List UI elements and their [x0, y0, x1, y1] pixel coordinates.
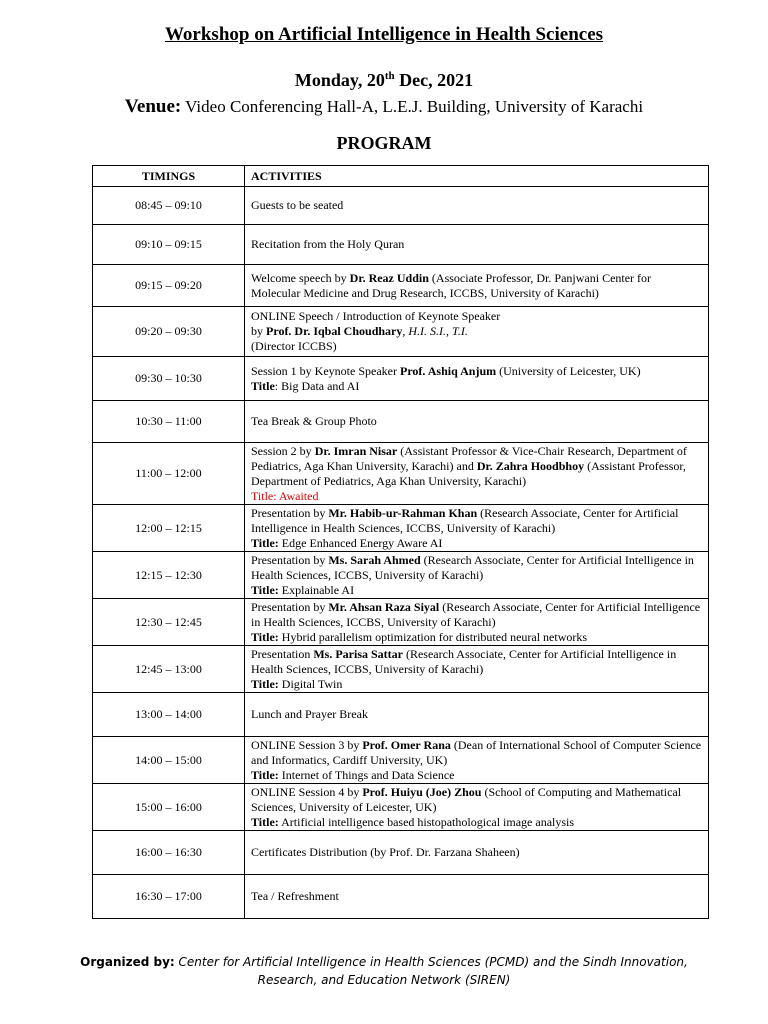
activity-text: Artificial intelligence based histopathological image analysis: [278, 814, 575, 829]
activity-text: Presentation by: [251, 505, 329, 520]
activity-text: Edge Enhanced Energy Aware AI: [278, 535, 443, 550]
activity-cell: [245, 401, 709, 443]
activity-text: ,: [402, 324, 409, 338]
activity-cell: [245, 646, 709, 693]
activity-bold-text: Dr. Reaz Uddin: [349, 270, 429, 285]
timing-cell: 10:30 – 11:00: [93, 401, 245, 443]
activity-text: Digital Twin: [278, 676, 343, 691]
activity-highlight-text: Title: Awaited: [251, 488, 319, 503]
activity-text: (Director ICCBS): [251, 339, 337, 353]
activity-text: Guests to be seated: [251, 198, 344, 212]
activity-cell: [245, 443, 709, 505]
activity-cell: [245, 831, 709, 875]
table-row: [93, 784, 709, 831]
timing-cell: 12:15 – 12:30: [93, 552, 245, 599]
timing-cell: 14:00 – 15:00: [93, 737, 245, 784]
activity-cell: [245, 599, 709, 646]
activity-text: (Associate Professor, Dr. Panjwani Center for Molecular Medicine and Drug Research, ICCBS, University of Karachi): [251, 270, 652, 300]
activity-text: Session 2 by: [251, 443, 315, 458]
activity-bold-text: Dr. Imran Nisar: [314, 443, 398, 458]
activity-text: (Research Associate, Center for Artificial Intelligence in Health Sciences, ICCBS, University of Karachi): [251, 552, 694, 582]
program-table: [92, 165, 709, 919]
timing-cell: 09:10 – 09:15: [93, 225, 245, 265]
event-date: [0, 70, 768, 91]
activity-bold-text: Prof. Dr. Iqbal Choudhary: [266, 324, 403, 338]
table-row: [93, 875, 709, 919]
activity-cell: [245, 875, 709, 919]
activity-bold-text: Prof. Huiyu (Joe) Zhou: [362, 784, 482, 799]
timing-cell: 09:30 – 10:30: [93, 357, 245, 401]
table-row: [93, 265, 709, 307]
table-row: [93, 599, 709, 646]
activity-text: (School of Computing and Mathematical Sciences, University of Leicester, UK): [251, 784, 682, 814]
program-heading: PROGRAM: [336, 133, 432, 153]
activity-cell: [245, 307, 709, 357]
table-row: [93, 693, 709, 737]
organizer-text: Center for Artificial Intelligence in Health Sciences (PCMD) and the Sindh Innovation, Research, and Education Network (SIREN): [174, 955, 688, 987]
timing-cell: 13:00 – 14:00: [93, 693, 245, 737]
activity-text: Recitation from the Holy Quran: [251, 237, 405, 251]
activity-bold-text: Mr. Habib-ur-Rahman Khan: [328, 505, 478, 520]
table-row: [93, 831, 709, 875]
activity-cell: [245, 552, 709, 599]
table-row: [93, 505, 709, 552]
timing-cell: 16:00 – 16:30: [93, 831, 245, 875]
activity-text: ONLINE Session 4 by: [251, 784, 363, 799]
date-superscript: th: [384, 70, 395, 82]
venue-line: [0, 96, 768, 118]
date-suffix: Dec, 2021: [394, 70, 474, 90]
activity-text: Internet of Things and Data Science: [278, 767, 455, 782]
table-row: [93, 552, 709, 599]
timing-cell: 12:30 – 12:45: [93, 599, 245, 646]
activity-text: Session 1 by Keynote Speaker: [251, 363, 400, 378]
activity-bold-text: Title:: [251, 767, 279, 782]
activity-bold-text: Ms. Sarah Ahmed: [328, 552, 421, 567]
activity-text: (Research Associate, Center for Artificial Intelligence in Health Sciences, ICCBS, University of Karachi): [251, 646, 677, 676]
activity-text: : Big Data and AI: [274, 378, 360, 393]
activity-bold-text: Title:: [251, 582, 279, 597]
activity-cell: [245, 737, 709, 784]
activity-text: (University of Leicester, UK): [496, 363, 641, 378]
activity-bold-text: Dr. Zahra Hoodbhoy: [476, 458, 585, 473]
activity-text: by: [251, 324, 266, 338]
table-row: [93, 307, 709, 357]
activity-cell: [245, 187, 709, 225]
document-title: Workshop on Artificial Intelligence in Health Sciences: [164, 24, 604, 45]
venue-text: Video Conferencing Hall-A, L.E.J. Building, University of Karachi: [181, 97, 644, 116]
activity-bold-text: Title:: [251, 676, 279, 691]
activity-italic-text: H.I. S.I., T.I.: [408, 324, 468, 338]
activity-cell: [245, 784, 709, 831]
activity-text: (Research Associate, Center for Artificial Intelligence in Health Sciences, ICCBS, University of Karachi): [251, 599, 701, 629]
venue-label: Venue:: [124, 96, 182, 117]
header-timings: TIMINGS: [93, 166, 245, 187]
activity-text: Tea Break & Group Photo: [251, 414, 377, 428]
activity-cell: [245, 265, 709, 307]
activity-text: (Research Associate, Center for Artificial Intelligence in Health Sciences, ICCBS, University of Karachi): [251, 505, 679, 535]
timing-cell: 09:20 – 09:30: [93, 307, 245, 357]
timing-cell: 08:45 – 09:10: [93, 187, 245, 225]
activity-text: Hybrid parallelism optimization for distributed neural networks: [278, 629, 588, 644]
activity-cell: [245, 357, 709, 401]
activity-text: Tea / Refreshment: [251, 889, 339, 903]
timing-cell: 12:45 – 13:00: [93, 646, 245, 693]
activity-cell: [245, 693, 709, 737]
activity-text: Explainable AI: [278, 582, 355, 597]
activity-text: (Assistant Professor & Vice-Chair Research, Department of Pediatrics, Aga Khan University, Karachi) and: [251, 443, 687, 473]
activity-bold-text: Prof. Ashiq Anjum: [399, 363, 497, 378]
activity-bold-text: Ms. Parisa Sattar: [313, 646, 403, 661]
activity-text: ONLINE Speech / Introduction of Keynote Speaker: [251, 309, 501, 323]
timing-cell: 15:00 – 16:00: [93, 784, 245, 831]
table-row: [93, 225, 709, 265]
activity-bold-text: Title: [251, 378, 275, 393]
activity-text: ONLINE Session 3 by: [251, 737, 363, 752]
activity-cell: [245, 225, 709, 265]
table-row: [93, 187, 709, 225]
date-prefix: Monday, 20: [294, 70, 385, 90]
activity-text: Welcome speech by: [251, 270, 350, 285]
activity-text: Presentation: [251, 646, 314, 661]
table-row: [93, 443, 709, 505]
table-row: [93, 646, 709, 693]
activity-text: Certificates Distribution (by Prof. Dr. Farzana Shaheen): [251, 845, 520, 859]
activity-bold-text: Title:: [251, 814, 279, 829]
activity-bold-text: Title:: [251, 629, 279, 644]
activity-text: Presentation by: [251, 552, 329, 567]
activity-bold-text: Mr. Ahsan Raza Siyal: [328, 599, 440, 614]
table-row: [93, 357, 709, 401]
table-header-row: [93, 166, 709, 187]
activity-text: (Dean of International School of Computer Science and Informatics, Cardiff University, UK): [251, 737, 702, 767]
organizer-label: Organized by:: [80, 955, 175, 969]
table-row: [93, 737, 709, 784]
activity-text: (Assistant Professor, Department of Pediatrics, Aga Khan University, Karachi): [251, 458, 686, 488]
activity-text: Lunch and Prayer Break: [251, 707, 368, 721]
header-activities: ACTIVITIES: [245, 166, 709, 187]
activity-bold-text: Title:: [251, 535, 279, 550]
timing-cell: 16:30 – 17:00: [93, 875, 245, 919]
organizer-footer: [60, 953, 708, 989]
timing-cell: 11:00 – 12:00: [93, 443, 245, 505]
activity-text: Presentation by: [251, 599, 329, 614]
timing-cell: 12:00 – 12:15: [93, 505, 245, 552]
timing-cell: 09:15 – 09:20: [93, 265, 245, 307]
activity-bold-text: Prof. Omer Rana: [362, 737, 451, 752]
table-row: [93, 401, 709, 443]
activity-cell: [245, 505, 709, 552]
